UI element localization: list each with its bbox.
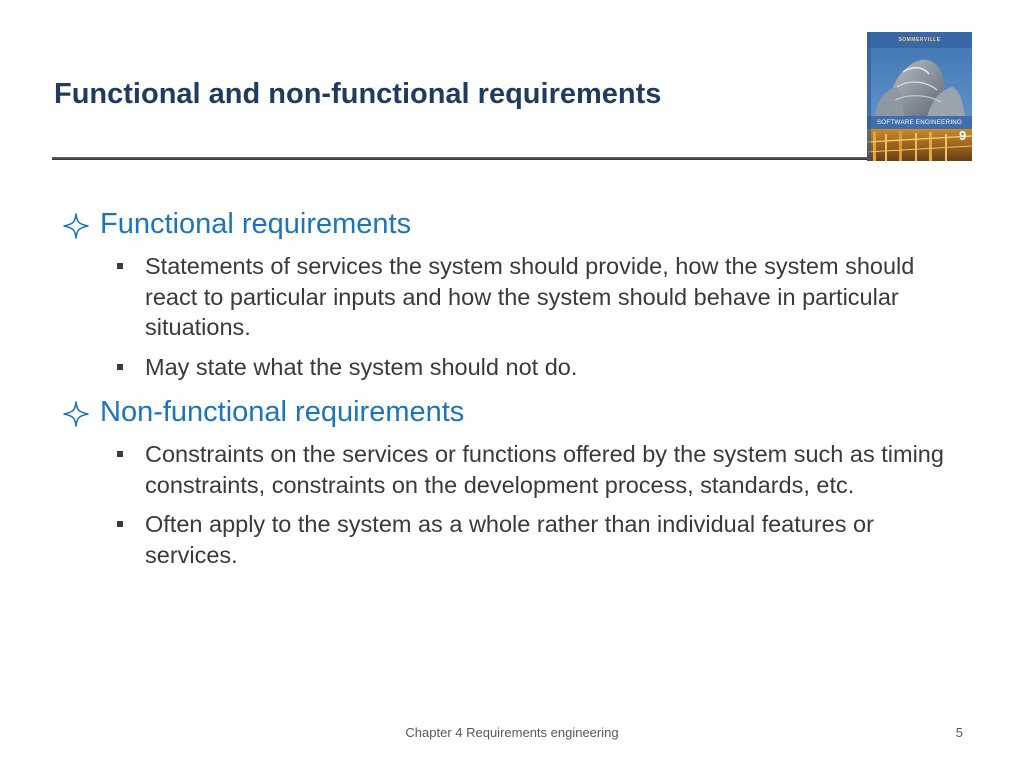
bullet-list [62,251,962,382]
square-bullet-icon [117,521,123,527]
cover-edition: 9 [959,128,967,143]
title-divider [52,157,870,160]
section-heading-text: Functional requirements [100,208,412,240]
cover-title: SOFTWARE ENGINEERING [876,119,963,126]
bullet-list [62,439,962,570]
list-item [62,352,962,383]
slide-content [62,203,962,579]
section-functional [62,203,962,382]
section-heading [62,203,962,245]
square-bullet-icon [117,263,123,269]
four-pointed-star-icon [62,400,90,428]
cover-author: SOMMERVILLE [898,37,941,43]
bullet-text: Constraints on the services or functions offered by the system such as timing constraints, constraints on the development process, standards, etc. [145,441,944,498]
book-cover-image [867,32,972,161]
section-heading-text: Non-functional requirements [100,396,465,428]
page-number: 5 [955,725,963,740]
section-heading [62,391,962,433]
list-item [62,251,962,343]
bullet-text: Often apply to the system as a whole rather than individual features or services. [145,511,874,568]
list-item [62,509,962,570]
list-item [62,439,962,500]
footer-chapter: Chapter 4 Requirements engineering [405,725,619,740]
four-pointed-star-icon [62,212,90,240]
section-non-functional [62,391,962,570]
square-bullet-icon [117,451,123,457]
square-bullet-icon [117,364,123,370]
bullet-text: May state what the system should not do. [145,353,578,380]
bullet-text: Statements of services the system should provide, how the system should react to particular inputs and how the system should behave in particular situations. [145,253,915,340]
slide-title: Functional and non-functional requirements [54,78,662,110]
